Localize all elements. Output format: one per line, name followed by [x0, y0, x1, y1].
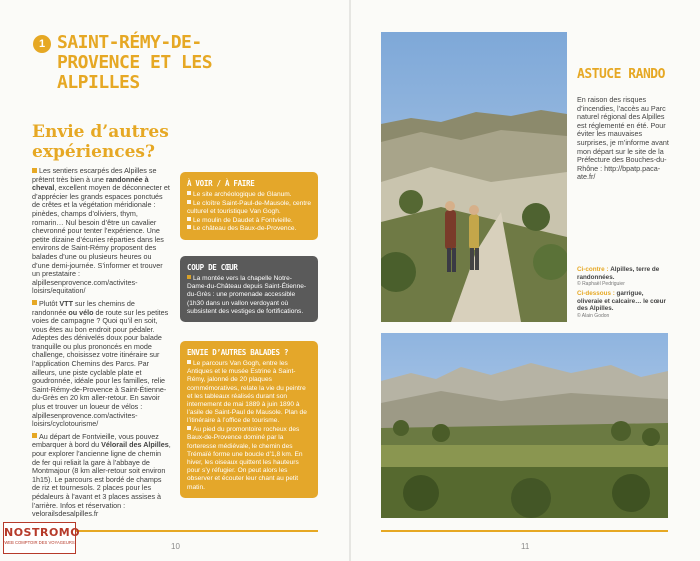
bullet-square-icon: [187, 360, 191, 364]
list-item: Au pied du promontoire rocheux des Baux-de-Provence dominé par la forteresse médiévale, le chemin des Trémaïé forme une boucle d’1,8 km. En hiver, les oiseaux quittent les hauteurs pour s’y réfugier. On peut alors les observer et écouter leur chant au petit matin.: [187, 426, 303, 491]
photo-credit: © Raphaël Pedriguier: [577, 281, 625, 288]
nostromo-logo: [3, 522, 81, 554]
box-envie-autres-balades: [180, 341, 318, 498]
bullet-square-icon: [187, 426, 191, 430]
paragraph-velo: Plutôt VTT sur les chemins de randonnée ou vélo de route sur les petites voies de campagne ? Quoi qu’il en soit, vous êtes au bon endroit pour pédaler. Adeptes des dénivelés doux pour balade tranquille ou plus prononcés en mode challenge, choisissez votre itinéraire sur l’application Chemins des Parcs. Par ailleurs, une piste cyclable plate et goudronnée, idéale pour les familles, relie Saint-Rémy-de-Provence à Saint-Étienne-du-Grès en 20 km aller-retour. En savoir plus et trouver un loueur de vélos : alpillesenprovence.com/activites-loisirs/cyclotourisme/: [32, 298, 169, 429]
astuce-rando-title: ASTUCE RANDO: [577, 67, 665, 82]
photo-hikers-alpilles: [381, 32, 567, 322]
box-coup-de-coeur: [180, 256, 318, 322]
bullet-square-icon: [187, 217, 191, 221]
list-item: Le site archéologique de Glanum.: [187, 191, 311, 199]
bullet-square-icon: [32, 300, 37, 305]
page-number-left: 10: [171, 542, 180, 551]
section-title: Envie d’autres expériences?: [32, 122, 169, 162]
main-text-column: [32, 167, 171, 523]
bullet-square-icon: [187, 191, 191, 195]
bullet-square-icon: [32, 168, 37, 173]
chapter-number-badge: 1: [33, 35, 51, 53]
page-gutter: [349, 0, 351, 561]
bullet-square-icon: [187, 200, 191, 204]
box-coup-de-coeur-text: La montée vers la chapelle Notre-Dame-du-Château depuis Saint-Étienne-du-Grès : une promenade accessible (1h30 dans un vallon verdoyant où subsistent des vestiges de fortifications.: [187, 275, 307, 315]
caption-ci-dessous: Ci-dessous : garrigue, oliveraie et calcaire… le cœur des Alpilles. © Alain Godon: [577, 290, 669, 320]
photo-credit: © Alain Godon: [577, 312, 610, 319]
box-balades-list: [187, 360, 311, 492]
list-item: Le cloître Saint-Paul-de-Mausole, centre culturel et touristique Van Gogh.: [187, 199, 312, 215]
footer-rule-right: [381, 530, 668, 532]
page-number-right: 11: [521, 542, 530, 551]
list-item: Le château des Baux-de-Provence.: [187, 225, 311, 233]
astuce-rando-text: En raison des risques d’incendies, l’accès au Parc naturel régional des Alpilles est réglementé en été. Pour éviter les mauvaises surprises, je m’informe avant mon départ sur le site de la Préfecture des Bouches-du-Rhône : http://bpatp.paca-ate.fr/: [577, 95, 669, 182]
paragraph-cheval: Les sentiers escarpés des Alpilles se prêtent très bien à une randonnée à cheval, excellent moyen de déconnecter et d’apprécier les grands espaces ponctués de crêtes et la végétation méridionale : pinèdes, champs d’oliviers, thym, romarin… Nul besoin d’être un cavalier chevronné pour tenter l’expérience. Une petite dizaine d’écuries réparties dans les environs de Saint-Rémy proposent des balades d’une ou plusieurs heures ou d’une demi-journée. S’informer et trouver un prestataire : alpillesenprovence.com/activites-loisirs/equitation/: [32, 166, 170, 296]
logo-tagline: WEB COMPTOIR DES VOYAGEURS: [4, 540, 75, 545]
box-a-voir-list: [187, 191, 311, 234]
chapter-title: SAINT-RÉMY-DE-PROVENCE ET LES ALPILLES: [57, 32, 213, 93]
box-a-voir-title: À VOIR / À FAIRE: [187, 179, 255, 188]
photo-garrigue-oliveraie: [381, 333, 668, 518]
paragraph-velorail: Au départ de Fontvieille, vous pouvez embarquer à bord du Vélorail des Alpilles, pour explorer l’ancienne ligne de chemin de fer qui reliait la gare à l’abbaye de Montmajour (8 km aller-retour soit environ 1h15). Le parcours est bordé de champs de riz et tournesols. 2 places pour les pédaleurs à l’avant et 3 places assises à l’arrière. Infos et réservation : velorailsdesalpilles.fr: [32, 431, 171, 519]
bullet-square-icon: [32, 433, 37, 438]
caption-ci-contre: Ci-contre : Alpilles, terre de randonnées. © Raphaël Pedriguier: [577, 266, 669, 288]
bullet-square-icon: [187, 225, 191, 229]
bullet-square-icon: [187, 275, 191, 279]
list-item: Le moulin de Daudet à Fontvieille.: [187, 217, 311, 225]
logo-name: NOSTROMO: [4, 526, 81, 539]
box-balades-title: ENVIE D’AUTRES BALADES ?: [187, 348, 289, 357]
box-a-voir-a-faire: [180, 172, 318, 240]
photo-captions: [577, 266, 669, 322]
box-coup-de-coeur-title: COUP DE CŒUR: [187, 263, 238, 272]
list-item: Le parcours Van Gogh, entre les Antiques et le musée Estrine à Saint-Rémy, jalonné de 20 plaques commémoratives, relate la vie du peintre et les tableaux réalisés durant son internement de mai 1889 à juin 1890 à l’asile de Saint-Paul de Mausole. Plan de l’itinéraire à l’office de tourisme.: [187, 360, 307, 425]
